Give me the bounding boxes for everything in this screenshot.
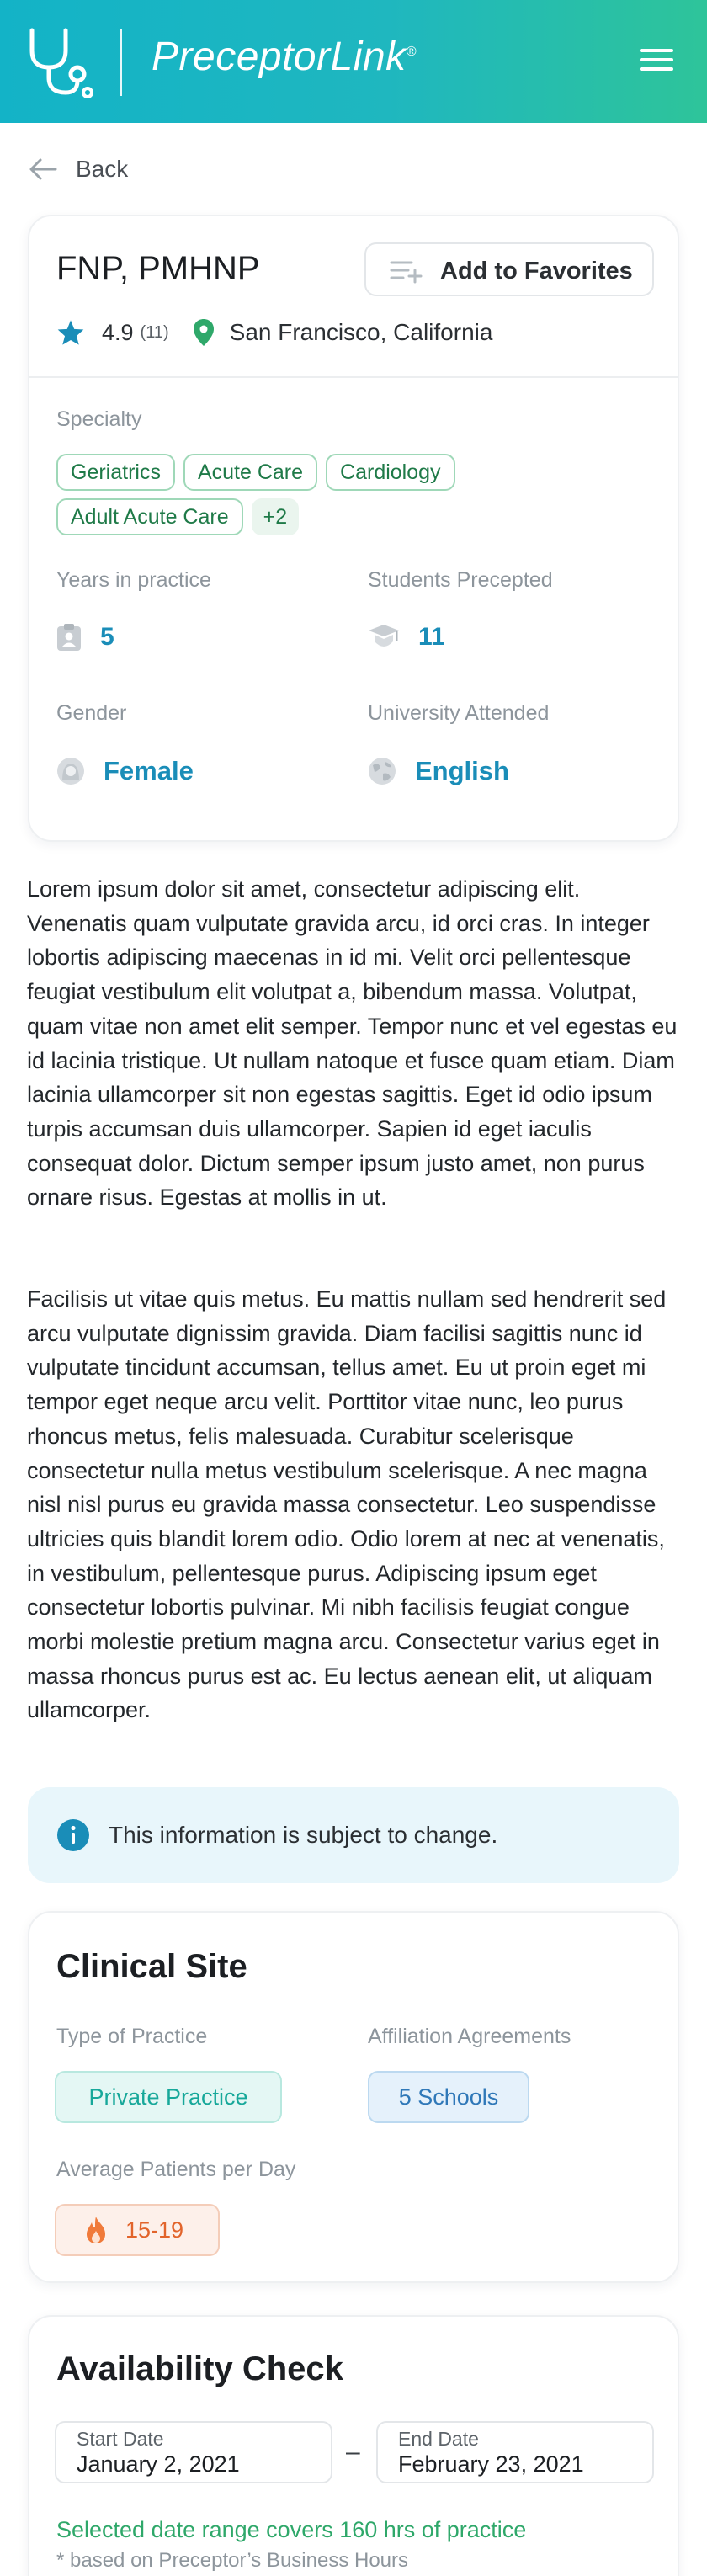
practice-type-tag: Private Practice [55,2071,282,2123]
students-stat [368,623,445,652]
back-label: Back [76,156,129,182]
brand-name[interactable]: PreceptorLink® [152,35,417,79]
notice-banner [28,1787,679,1883]
patients-label: Average Patients per Day [56,2158,296,2181]
more-specialties-chip[interactable]: +2 [252,498,300,535]
end-date-label: End Date [398,2428,479,2450]
profile-title: FNP, PMHNP [56,250,260,287]
gender-value: Female [104,756,194,785]
globe-icon [368,757,396,785]
arrow-left-icon [29,157,57,181]
date-range-separator: – [346,2438,360,2466]
patients-tag [55,2204,220,2256]
hamburger-menu-icon[interactable] [640,49,673,76]
logo-divider [120,29,122,96]
specialty-chip[interactable]: Acute Care [183,454,317,491]
specialty-label: Specialty [56,407,142,431]
notice-text: This information is subject to change. [109,1822,498,1848]
badge-icon [56,623,82,652]
years-value: 5 [100,623,114,651]
start-date-value: January 2, 2021 [77,2451,240,2477]
start-date-field[interactable] [55,2421,332,2483]
students-label: Students Precepted [368,568,553,592]
affiliation-tag: 5 Schools [368,2071,529,2123]
range-note: Selected date range covers 160 hrs of practice [56,2517,527,2542]
stethoscope-logo-icon [25,25,96,101]
person-icon [56,757,85,785]
specialty-chips [56,454,561,543]
university-stat [368,756,509,786]
add-list-icon [390,258,423,284]
practice-label: Type of Practice [56,2025,208,2048]
specialty-chip[interactable]: Cardiology [326,454,455,491]
add-to-favorites-button[interactable] [364,242,654,296]
rating-count: (11) [140,322,169,342]
start-date-label: Start Date [77,2428,164,2450]
university-value: English [415,756,509,785]
description-paragraph: Lorem ipsum dolor sit amet, consectetur adipiscing elit. Venenatis quam vulputate gravida arcu, id orci cras. In integer lobortis adipiscing maecenas in id mi. Velit orci pellentesque feugiat vestibulum elit volutpat a, bibendum massa. Volutpat, quam vitae non amet elit semper. Tempor nunc et vel egestas eu id lacinia tristique. Ut nullam natoque et fusce quam etiam. Diam lacinia ullamcorper sit non egestas sagittis. Eget id odio ipsum turpis accumsan duis ullamcorper. Sapien id eget iaculis consequat dolor. Dictum semper ipsum justo amet, non purus ornare risus. Egestas at mollis in ut. [27,876,678,1211]
years-label: Years in practice [56,568,211,592]
gender-label: Gender [56,701,127,725]
affiliation-label: Affiliation Agreements [368,2025,571,2048]
end-date-value: February 23, 2021 [398,2451,584,2477]
app-header [0,0,707,123]
clinical-site-title: Clinical Site [56,1948,247,1985]
availability-card [28,2315,679,2576]
divider [29,376,678,378]
location-pin-icon [193,318,215,347]
rating-value: 4.9 [102,319,134,345]
years-stat [56,623,114,652]
favorites-label: Add to Favorites [440,258,633,285]
fire-icon [85,2216,107,2244]
back-link[interactable] [29,152,128,186]
patients-value: 15-19 [125,2217,184,2243]
clinical-site-card [28,1911,679,2283]
description-paragraph: Facilisis ut vitae quis metus. Eu mattis nullam sed hendrerit sed arcu vulputate dignissim gravida. Diam facilisi sagittis nunc id vulputate tincidunt accumsan, tellus amet. Eu ut proin eget mi tempor eget neque arcu velit. Porttitor vitae nunc, leo purus rhoncus metus, felis malesuada. Curabitur scelerisque consectetur nulla metus vestibulum scelerisque. A nec magna nisl nisl purus eu gravida massa consectetur. Leo suspendisse ultricies quis blandit lorem odio. Odio lorem at nec at venenatis, in vestibulum, pellentesque purus. Adipiscing ipsum eget consectetur lobortis pulvinar. Mi nibh facilisis feugiat congue morbi molestie pretium magna arcu. Consectetur varius eget in massa rhoncus purus est ac. Eu lectus aenean elit, ut aliquam ullamcorper. [27,1286,667,1723]
university-label: University Attended [368,701,550,725]
rating-location-row [56,316,492,349]
specialty-chip[interactable]: Geriatrics [56,454,175,491]
students-value: 11 [418,623,445,651]
graduation-cap-icon [368,623,400,652]
location-text: San Francisco, California [229,319,493,345]
info-icon [56,1818,90,1852]
gender-stat [56,756,194,786]
end-date-field[interactable] [376,2421,654,2483]
specialty-chip[interactable]: Adult Acute Care [56,498,243,535]
preceptor-profile-card [28,215,679,842]
availability-title: Availability Check [56,2350,343,2387]
star-icon [56,319,85,346]
business-hours-footnote: * based on Preceptor’s Business Hours [56,2549,409,2572]
